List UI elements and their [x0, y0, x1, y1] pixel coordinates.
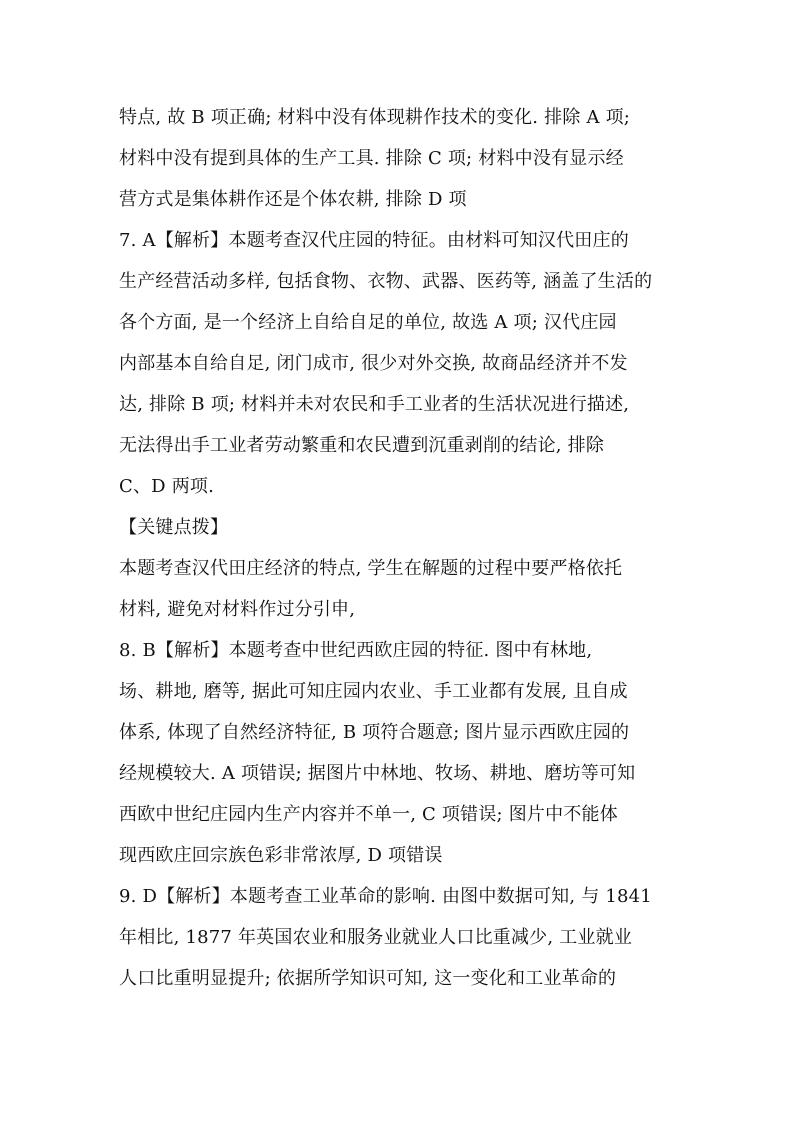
text-line: 各个方面, 是一个经济上自给自足的单位, 故选 A 项; 汉代庄园	[119, 312, 617, 333]
text-line: 达, 排除 B 项; 材料并未对农民和手工业者的生活状况进行描述,	[119, 394, 630, 415]
text-line: 内部基本自给自足, 闭门成市, 很少对外交换, 故商品经济并不发	[119, 353, 628, 374]
text-line: 8. B【解析】本题考查中世纪西欧庄园的特征. 图中有林地,	[119, 640, 593, 661]
text-line: 材料中没有提到具体的生产工具. 排除 C 项; 材料中没有显示经	[119, 148, 624, 169]
text-line: 西欧中世纪庄园内生产内容并不单一, C 项错误; 图片中不能体	[119, 804, 618, 825]
text-line: 年相比, 1877 年英国农业和服务业就业人口比重减少, 工业就业	[119, 927, 633, 948]
text-line: 无法得出手工业者劳动繁重和农民遭到沉重剥削的结论, 排除	[119, 435, 605, 456]
text-line: 材料, 避免对材料作过分引申,	[119, 599, 356, 620]
text-line: 7. A【解析】本题考查汉代庄园的特征。由材料可知汉代田庄的	[119, 230, 629, 251]
text-line: 营方式是集体耕作还是个体农耕, 排除 D 项	[119, 189, 467, 210]
text-line: 9. D【解析】本题考查工业革命的影响. 由图中数据可知, 与 1841	[119, 886, 652, 907]
text-line: 现西欧庄回宗族色彩非常浓厚, D 项错误	[119, 845, 443, 866]
text-line: 经规模较大. A 项错误; 据图片中林地、牧场、耕地、磨坊等可知	[119, 763, 636, 784]
text-line: 人口比重明显提升; 依据所学知识可知, 这一变化和工业革命的	[119, 968, 617, 989]
section-heading: 【关键点拨】	[119, 517, 229, 538]
text-line: C、D 两项.	[119, 476, 215, 497]
text-line: 体系, 体现了自然经济特征, B 项符合题意; 图片显示西欧庄园的	[119, 722, 630, 743]
text-line: 生产经营活动多样, 包括食物、衣物、武器、医药等, 涵盖了生活的	[119, 271, 653, 292]
text-line: 特点, 故 B 项正确; 材料中没有体现耕作技术的变化. 排除 A 项;	[119, 107, 631, 128]
text-line: 本题考查汉代田庄经济的特点, 学生在解题的过程中要严格依托	[119, 558, 623, 579]
text-line: 场、耕地, 磨等, 据此可知庄园内农业、手工业都有发展, 且自成	[119, 681, 628, 702]
